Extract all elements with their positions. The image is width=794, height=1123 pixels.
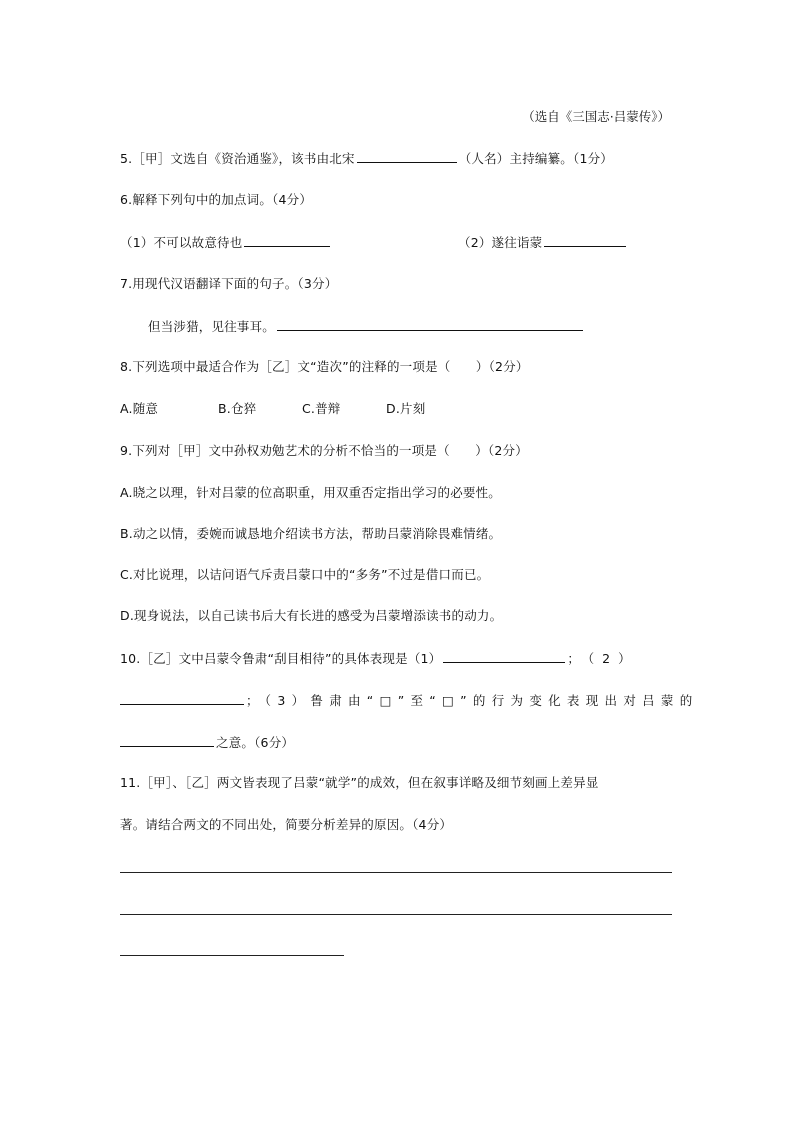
answer-blank-10-1[interactable] [443, 648, 565, 663]
q6-item1-text: （1）不可以故意待也 [120, 235, 243, 250]
question-6-item-1 [120, 232, 332, 253]
question-10-line-3 [120, 732, 294, 753]
question-10-line-1 [120, 648, 639, 669]
question-8-title: 8.下列选项中最适合作为［乙］文“造次”的注释的一项是（ ）（2分） [120, 359, 529, 374]
q10-part4: 之意。（6分） [216, 735, 295, 750]
question-5 [120, 148, 613, 169]
q10-part2: ；（2） [567, 651, 639, 666]
question-9-option-a[interactable]: A.晓之以理，针对吕蒙的位高职重，用双重否定指出学习的必要性。 [120, 485, 502, 500]
answer-blank-6-1[interactable] [244, 232, 330, 247]
answer-line-11-2[interactable] [120, 914, 672, 915]
q10-part3: ；（3）鲁肃由“□”至“□”的行为变化表现出对吕蒙的 [246, 693, 699, 708]
answer-blank-5[interactable] [357, 148, 457, 163]
question-8-option-c[interactable]: C.普辩 [302, 401, 341, 416]
question-11-line-2: 著。请结合两文的不同出处，简要分析差异的原因。（4分） [120, 817, 453, 832]
question-6-title: 6.解释下列句中的加点词。（4分） [120, 192, 313, 207]
q7-sentence-text: 但当涉猎，见往事耳。 [148, 319, 276, 334]
answer-line-11-1[interactable] [120, 872, 672, 873]
question-8-option-a[interactable]: A.随意 [120, 401, 159, 416]
question-9-option-c[interactable]: C.对比说理，以诘问语气斥责吕蒙口中的“多务”不过是借口而已。 [120, 567, 490, 582]
question-7-title: 7.用现代汉语翻译下面的句子。（3分） [120, 276, 338, 291]
answer-blank-10-2[interactable] [120, 690, 244, 705]
question-7-sentence [148, 316, 585, 337]
answer-blank-10-3[interactable] [120, 732, 214, 747]
question-8-option-d[interactable]: D.片刻 [386, 401, 426, 416]
question-9-title: 9.下列对［甲］文中孙权劝勉艺术的分析不恰当的一项是（ ）（2分） [120, 443, 528, 458]
answer-line-11-3[interactable] [120, 955, 344, 956]
question-5-after: （人名）主持编纂。（1分） [458, 151, 613, 166]
question-5-text: 5.［甲］文选自《资治通鉴》，该书由北宋 [120, 151, 355, 166]
question-8-option-b[interactable]: B.仓猝 [218, 401, 257, 416]
q10-part1: 10.［乙］文中吕蒙令鲁肃“刮目相待”的具体表现是（1） [120, 651, 442, 666]
question-10-line-2 [120, 690, 699, 711]
answer-blank-6-2[interactable] [544, 232, 626, 247]
question-9-option-b[interactable]: B.动之以情，委婉而诚恳地介绍读书方法，帮助吕蒙消除畏难情绪。 [120, 526, 502, 541]
question-11-line-1: 11.［甲］、［乙］两文皆表现了吕蒙“就学”的成效，但在叙事详略及细节刻画上差异显 [120, 775, 599, 790]
answer-blank-7[interactable] [277, 316, 583, 331]
source-note: （选自《三国志·吕蒙传》） [522, 109, 670, 124]
question-6-item-2 [458, 232, 628, 253]
q6-item2-text: （2）遂往诣蒙 [458, 235, 543, 250]
question-9-option-d[interactable]: D.现身说法，以自己读书后大有长进的感受为吕蒙增添读书的动力。 [120, 608, 503, 623]
